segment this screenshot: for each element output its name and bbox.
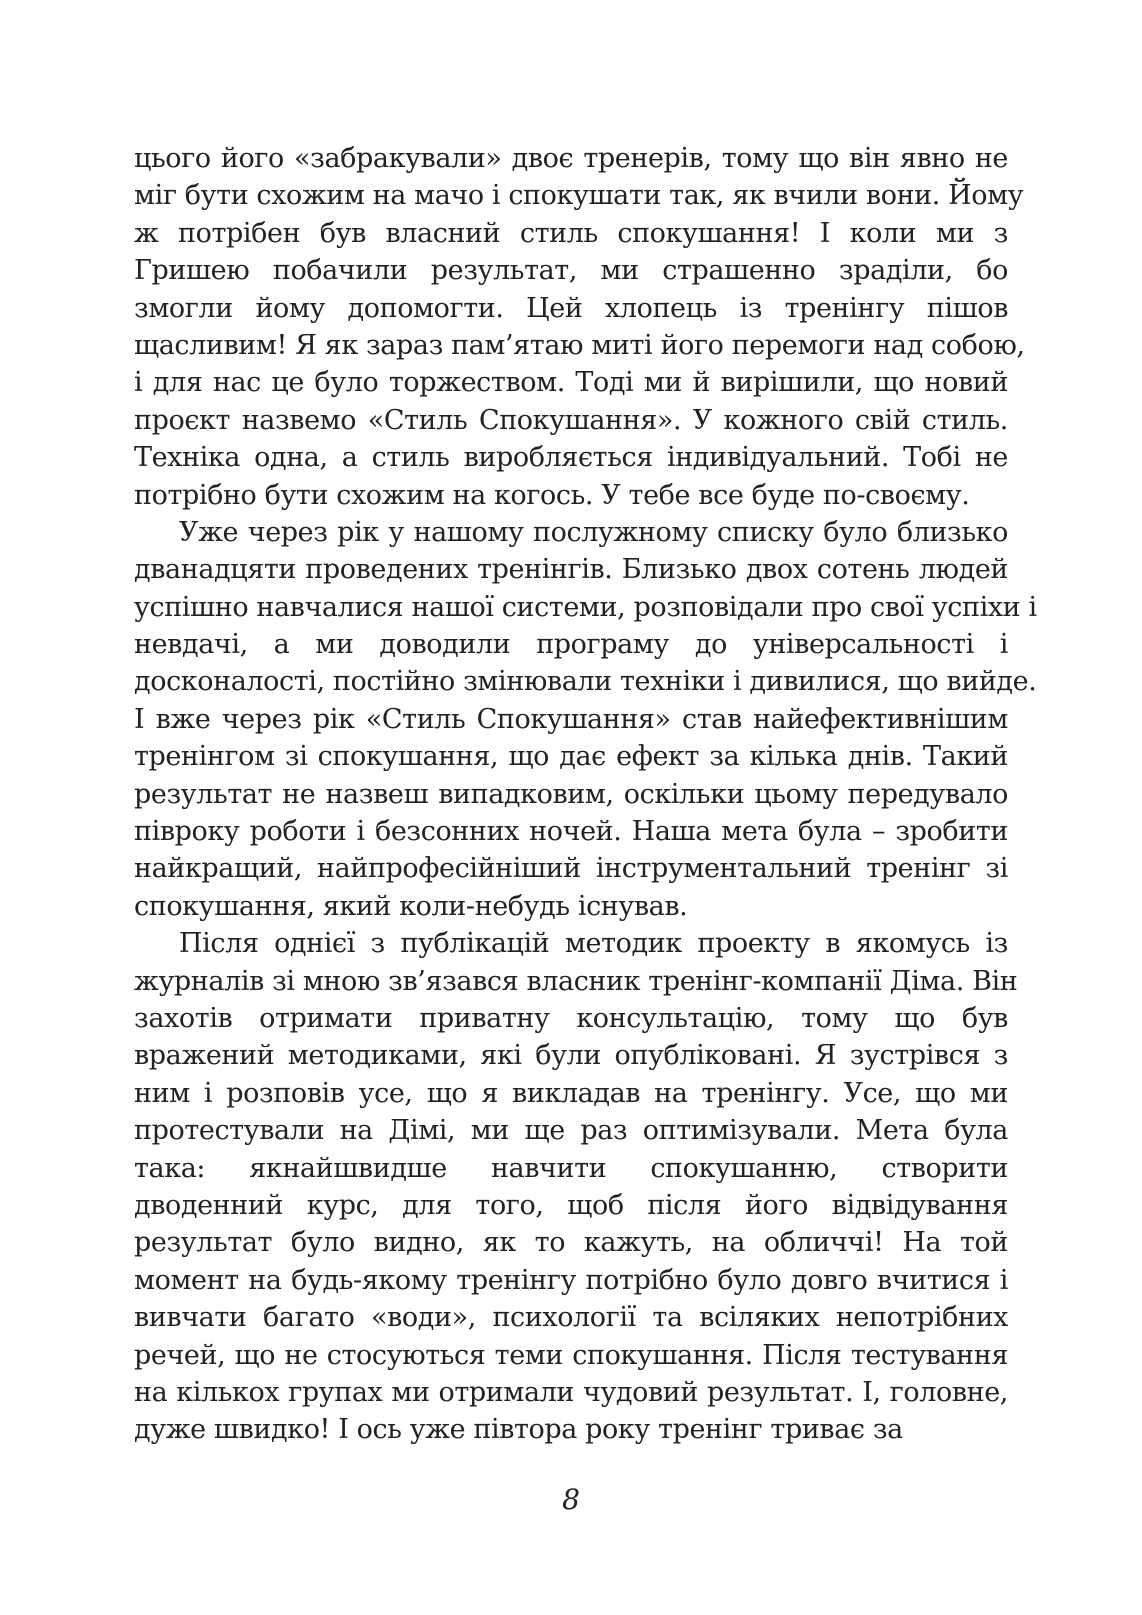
text-line: успішно навчалися нашої системи, розповідали про свої успіхи і <box>134 591 1037 623</box>
text-line: спокушання, який коли-небудь існував. <box>134 890 688 922</box>
text-line: півроку роботи і безсонних ночей. Наша мета була – зробити <box>134 816 1008 848</box>
paragraph-2 <box>134 514 1037 925</box>
page-number: 8 <box>562 1483 580 1516</box>
text-line: ж потрібен був власний стиль спокушання! І коли ми з <box>134 217 1008 249</box>
text-line: ним і розповів усе, що я викладав на тренінгу. Усе, що ми <box>134 1077 1008 1109</box>
text-line: вивчати багато «води», психології та всіляких непотрібних <box>134 1302 1008 1334</box>
text-line: момент на будь-якому тренінгу потрібно було довго вчитися і <box>134 1264 1008 1296</box>
text-line: найкращий, найпрофесійніший інструментальний тренінг зі <box>134 853 1008 885</box>
text-line: цього його «забракували» двоє тренерів, тому що він явно не <box>134 143 1008 174</box>
text-line: щасливим! Я як зараз пам’ятаю миті його перемоги над собою, <box>134 329 1025 361</box>
text-line: досконалості, постійно змінювали техніки і дивилися, що вийде. <box>134 666 1037 698</box>
text-line: журналів зі мною зв’язався власник тренінг-компанії Діма. Він <box>134 965 1018 997</box>
body-text <box>134 140 1037 1449</box>
text-line: Після однієї з публікацій методик проекту в якомусь із <box>179 928 1008 960</box>
text-line: Техніка одна, а стиль виробляється індивідуальний. Тобі не <box>134 442 1008 474</box>
text-line: дванадцяти проведених тренінгів. Близько двох сотень людей <box>134 554 1008 586</box>
text-line: речей, що не стосуються теми спокушання. Після тестування <box>134 1339 1008 1371</box>
text-line: Гришею побачили результат, ми страшенно зраділи, бо <box>134 255 1008 287</box>
paragraph-3 <box>134 925 1018 1448</box>
text-line: І вже через рік «Стиль Спокушання» став найефективнішим <box>134 703 1008 735</box>
text-line: і для нас це було торжеством. Тоді ми й вирішили, що новий <box>134 367 1008 399</box>
text-line: тренінгом зі спокушання, що дає ефект за кілька днів. Такий <box>134 741 1008 773</box>
text-line: на кількох групах ми отримали чудовий результат. І, головне, <box>134 1376 1008 1408</box>
text-line: Уже через рік у нашому послужному списку було близько <box>179 516 1008 548</box>
text-line: дводенний курс, для того, щоб після його відвідування <box>134 1189 1008 1221</box>
text-line: невдачі, а ми доводили програму до універсальності і <box>134 629 1008 661</box>
paragraph-1 <box>134 140 1025 514</box>
text-line: захотів отримати приватну консультацію, тому що був <box>134 1002 1008 1034</box>
text-line: потрібно бути схожим на когось. У тебе все буде по-своєму. <box>134 479 970 511</box>
text-line: проєкт назвемо «Стиль Спокушання». У кожного свій стиль. <box>134 404 1008 436</box>
text-line: змогли йому допомогти. Цей хлопець із тренінгу пішов <box>134 292 1008 324</box>
text-line: дуже швидко! І ось уже півтора року тренінг триває за <box>134 1414 903 1446</box>
text-line: міг бути схожим на мачо і спокушати так, як вчили вони. Йому <box>134 180 1024 212</box>
text-line: результат не назвеш випадковим, оскільки цьому передувало <box>134 778 1008 810</box>
text-line: вражений методиками, які були опубліковані. Я зустрівся з <box>134 1040 1008 1072</box>
text-line: протестували на Дімі, ми ще раз оптимізували. Мета була <box>134 1115 1008 1147</box>
text-line: результат було видно, як то кажуть, на обличчі! На той <box>134 1227 1008 1259</box>
text-line: така: якнайшвидше навчити спокушанню, створити <box>134 1152 1008 1184</box>
